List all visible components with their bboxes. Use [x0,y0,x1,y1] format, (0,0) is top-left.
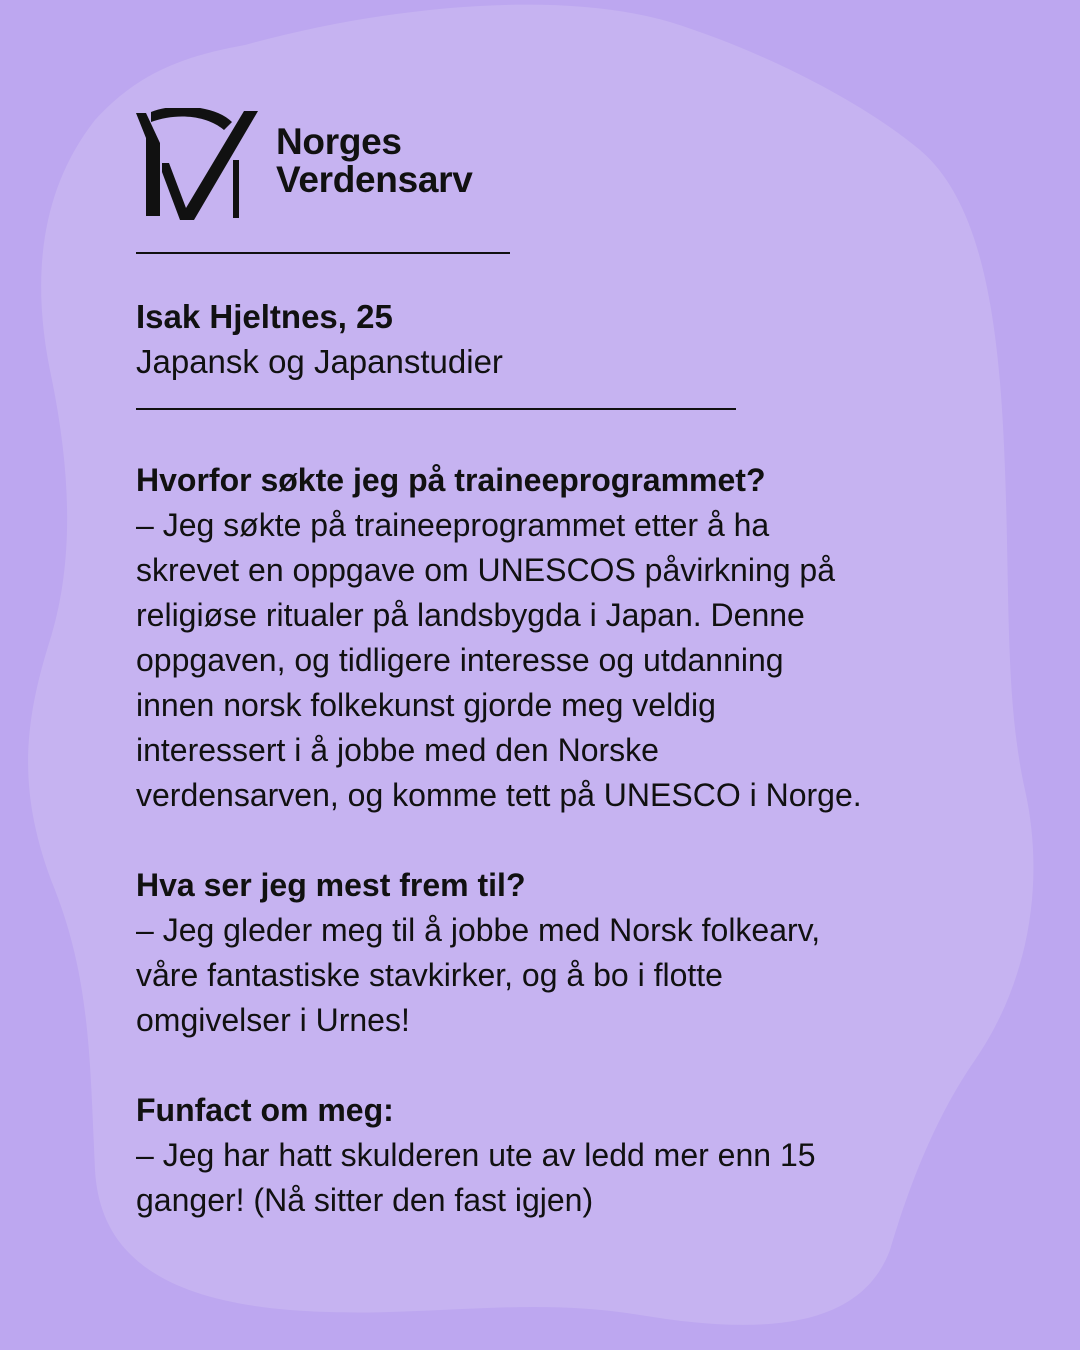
norges-verdensarv-logo-icon [136,108,258,220]
question-heading: Hva ser jeg mest frem til? [136,867,526,903]
qa-section [136,458,1016,818]
logo-wordmark [276,123,473,199]
person-name: Isak Hjeltnes, 25 [136,298,393,335]
divider-middle [136,408,736,410]
person-info [136,294,1016,384]
answer-text: – Jeg gleder meg til å jobbe med Norsk folkearv, våre fantastiske stavkirker, og å bo i flotte omgivelser i Urnes! [136,912,821,1038]
person-study: Japansk og Japanstudier [136,343,503,380]
logo-line-1: Norges [276,121,402,162]
logo-line-2: Verdensarv [276,159,473,200]
profile-card [136,108,1016,1223]
question-heading: Hvorfor søkte jeg på traineeprogrammet? [136,462,766,498]
question-heading: Funfact om meg: [136,1092,394,1128]
qa-section [136,863,1016,1043]
answer-text: – Jeg har hatt skulderen ute av ledd mer enn 15 ganger! (Nå sitter den fast igjen) [136,1137,816,1218]
divider-top [136,252,510,254]
logo [136,108,1016,220]
qa-section [136,1088,1016,1223]
answer-text: – Jeg søkte på traineeprogrammet etter å ha skrevet en oppgave om UNESCOS påvirkning på religiøse ritualer på landsbygda i Japan. Denne oppgaven, og tidligere interesse og utdanning innen norsk folkekunst gjorde meg veldig interessert i å jobbe med den Norske verdensarven, og komme tett på UNESCO i Norge. [136,507,862,813]
